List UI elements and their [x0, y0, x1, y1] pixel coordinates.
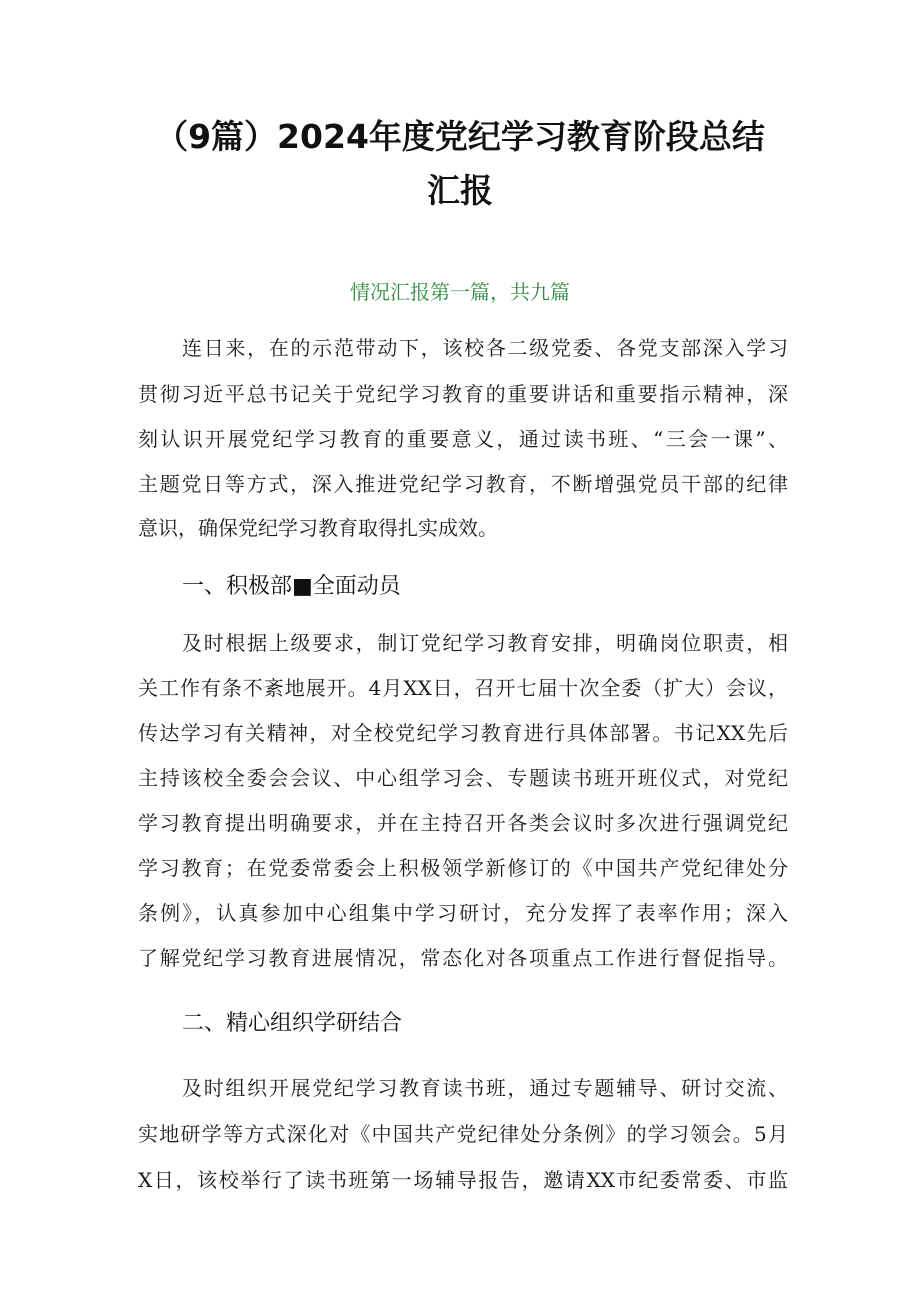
section1-line: 学习教育提出明确要求，并在主持召开各类会议时多次进行强调党纪 [138, 811, 788, 835]
section1-heading: 一、积极部■全面动员 [182, 574, 401, 599]
section1-line: 关工作有条不紊地展开。4月XX日，召开七届十次全委（扩大）会议， [138, 676, 788, 700]
section1-line: 及时根据上级要求，制订党纪学习教育安排，明确岗位职责，相 [182, 631, 788, 655]
section1-line: 学习教育；在党委常委会上积极领学新修订的《中国共产党纪律处分 [138, 856, 788, 880]
intro-line: 主题党日等方式，深入推进党纪学习教育，不断增强党员干部的纪律 [138, 472, 788, 496]
section2-heading: 二、精心组织学研结合 [182, 1011, 403, 1036]
section2-line: X日，该校举行了读书班第一场辅导报告，邀请XX市纪委常委、市监 [138, 1168, 788, 1192]
document-subtitle: 情况汇报第一篇，共九篇 [350, 280, 570, 304]
section1-line: 传达学习有关精神，对全校党纪学习教育进行具体部署。书记XX先后 [138, 721, 788, 745]
intro-line: 意识，确保党纪学习教育取得扎实成效。 [138, 516, 498, 540]
document-title-line2: 汇报 [427, 171, 493, 210]
section1-line: 主持该校全委会会议、中心组学习会、专题读书班开班仪式，对党纪 [138, 766, 788, 790]
intro-line: 贯彻习近平总书记关于党纪学习教育的重要讲话和重要指示精神，深 [138, 382, 788, 406]
section2-line: 实地研学等方式深化对《中国共产党纪律处分条例》的学习领会。5月 [138, 1122, 788, 1146]
intro-line: 刻认识开展党纪学习教育的重要意义，通过读书班、“三会一课”、 [138, 427, 788, 451]
section2-line: 及时组织开展党纪学习教育读书班，通过专题辅导、研讨交流、 [182, 1076, 788, 1100]
intro-line: 连日来，在的示范带动下，该校各二级党委、各党支部深入学习 [182, 336, 788, 360]
section1-line: 条例》，认真参加中心组集中学习研讨，充分发挥了表率作用；深入 [138, 901, 788, 925]
document-title-line1: （9篇）2024年度党纪学习教育阶段总结 [155, 117, 765, 156]
section1-line: 了解党纪学习教育进展情况，常态化对各项重点工作进行督促指导。 [138, 946, 788, 970]
